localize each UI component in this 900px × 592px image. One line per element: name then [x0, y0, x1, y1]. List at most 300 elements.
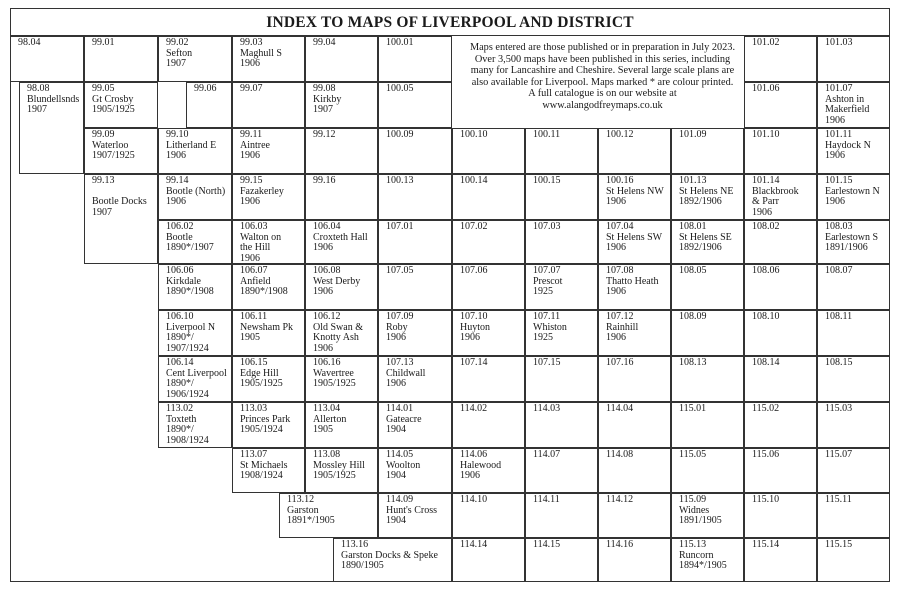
sheet-detail: 1906 — [825, 114, 845, 126]
sheet-detail: Waterloo — [92, 139, 129, 151]
sheet-detail: 1906 — [313, 286, 333, 298]
sheet-detail: 1891*/1905 — [287, 515, 335, 527]
sheet-number: 114.01 — [386, 403, 414, 414]
sheet-number: 114.12 — [606, 494, 634, 505]
map-sheet-cell — [525, 356, 598, 402]
map-sheet-cell — [744, 310, 817, 356]
map-sheet-cell — [279, 493, 378, 538]
sheet-detail: Old Swan & — [313, 321, 363, 333]
map-sheet-cell — [598, 220, 671, 264]
sheet-detail: Maghull S — [240, 47, 282, 59]
map-sheet-cell — [744, 82, 817, 128]
sheet-number: 99.08 — [313, 83, 336, 94]
notice-line: many for Lancashire and Cheshire. Several large scale plans are — [470, 65, 735, 77]
map-sheet-cell — [817, 220, 890, 264]
sheet-number: 98.04 — [18, 37, 41, 48]
sheet-detail: Allerton — [313, 413, 347, 425]
sheet-number: 108.05 — [679, 265, 707, 276]
map-sheet-cell — [232, 220, 305, 264]
sheet-detail: 1906 — [240, 196, 260, 208]
map-sheet-cell — [452, 264, 525, 310]
sheet-number: 113.08 — [313, 449, 341, 460]
sheet-number: 108.10 — [752, 311, 780, 322]
sheet-detail: Litherland E — [166, 139, 217, 151]
sheet-detail: 1890*/1908 — [240, 286, 288, 298]
map-sheet-cell — [305, 264, 378, 310]
sheet-detail: St Michaels — [240, 459, 288, 471]
map-sheet-cell — [158, 356, 232, 402]
sheet-number: 113.04 — [313, 403, 341, 414]
sheet-number: 115.10 — [752, 494, 780, 505]
sheet-number: 106.02 — [166, 221, 194, 232]
sheet-detail: Kirkby — [313, 93, 342, 105]
sheet-number: 101.02 — [752, 37, 780, 48]
map-sheet-cell — [305, 220, 378, 264]
map-sheet-cell — [378, 36, 452, 82]
map-sheet-cell — [378, 356, 452, 402]
sheet-detail: 1905/1925 — [92, 104, 135, 116]
map-sheet-cell — [232, 402, 305, 448]
map-sheet-cell — [452, 493, 525, 538]
sheet-number: 106.07 — [240, 265, 268, 276]
sheet-detail: Blundellsnds — [27, 93, 80, 105]
map-sheet-cell — [19, 82, 84, 174]
sheet-number: 106.12 — [313, 311, 341, 322]
map-sheet-cell — [744, 493, 817, 538]
sheet-detail: 1906 — [240, 252, 260, 264]
sheet-number: 107.16 — [606, 357, 634, 368]
map-sheet-cell — [378, 493, 452, 538]
sheet-number: 106.15 — [240, 357, 268, 368]
sheet-number: 101.10 — [752, 129, 780, 140]
sheet-detail: 1906 — [825, 196, 845, 208]
map-sheet-cell — [598, 538, 671, 582]
sheet-number: 99.03 — [240, 37, 263, 48]
map-sheet-cell — [158, 128, 232, 174]
sheet-number: 114.10 — [460, 494, 488, 505]
map-sheet-cell — [452, 402, 525, 448]
sheet-detail: Bootle — [166, 231, 193, 243]
sheet-number: 107.11 — [533, 311, 561, 322]
map-sheet-cell — [452, 310, 525, 356]
sheet-detail: Mossley Hill — [313, 459, 365, 471]
sheet-number: 115.07 — [825, 449, 853, 460]
sheet-detail: 1907/1924 — [166, 342, 209, 354]
sheet-number: 108.09 — [679, 311, 707, 322]
sheet-detail: Huyton — [460, 321, 490, 333]
sheet-detail: 1906 — [606, 242, 626, 254]
map-sheet-cell — [744, 538, 817, 582]
map-sheet-cell — [525, 174, 598, 220]
map-sheet-cell — [598, 174, 671, 220]
sheet-number: 114.16 — [606, 539, 634, 550]
map-sheet-cell — [525, 310, 598, 356]
sheet-detail: 1906 — [606, 286, 626, 298]
sheet-number: 114.04 — [606, 403, 634, 414]
sheet-detail: Edge Hill — [240, 367, 279, 379]
map-sheet-cell — [305, 128, 378, 174]
sheet-number: 100.16 — [606, 175, 634, 186]
sheet-number: 101.11 — [825, 129, 853, 140]
sheet-detail: Knotty Ash — [313, 332, 359, 344]
sheet-detail: Walton on — [240, 231, 282, 243]
sheet-detail: 1908/1924 — [240, 470, 283, 482]
sheet-number: 106.14 — [166, 357, 194, 368]
sheet-number: 107.10 — [460, 311, 488, 322]
sheet-number: 107.08 — [606, 265, 634, 276]
sheet-detail: 1907 — [27, 104, 47, 116]
map-sheet-cell — [84, 128, 158, 174]
sheet-detail: 1891/1906 — [825, 242, 868, 254]
sheet-detail: 1906 — [313, 242, 333, 254]
sheet-number: 101.13 — [679, 175, 707, 186]
sheet-detail: Garston Docks & Speke — [341, 549, 438, 561]
map-sheet-cell — [378, 402, 452, 448]
sheet-detail: Bootle (North) — [166, 185, 226, 197]
map-sheet-cell — [305, 356, 378, 402]
map-sheet-cell — [452, 128, 525, 174]
sheet-detail: 1925 — [533, 286, 553, 298]
sheet-detail: 1890*/ — [166, 378, 194, 390]
map-sheet-cell — [158, 402, 232, 448]
sheet-detail: Cent Liverpool — [166, 367, 227, 379]
map-sheet-cell — [232, 356, 305, 402]
sheet-number: 115.11 — [825, 494, 852, 505]
sheet-number: 101.07 — [825, 83, 853, 94]
map-sheet-cell — [232, 82, 305, 128]
sheet-number: 106.10 — [166, 311, 194, 322]
sheet-number: 115.01 — [679, 403, 707, 414]
sheet-number: 99.09 — [92, 129, 115, 140]
sheet-number: 98.08 — [27, 83, 50, 94]
sheet-detail: 1906 — [606, 332, 626, 344]
sheet-number: 107.05 — [386, 265, 414, 276]
map-sheet-cell — [378, 448, 452, 493]
sheet-number: 107.06 — [460, 265, 488, 276]
sheet-number: 100.14 — [460, 175, 488, 186]
sheet-number: 115.15 — [825, 539, 853, 550]
map-sheet-cell — [744, 220, 817, 264]
sheet-number: 113.02 — [166, 403, 194, 414]
sheet-detail: Croxteth Hall — [313, 231, 368, 243]
map-sheet-cell — [817, 448, 890, 493]
map-sheet-cell — [671, 356, 744, 402]
map-sheet-cell — [305, 82, 378, 128]
map-sheet-cell — [305, 36, 378, 82]
sheet-number: 107.14 — [460, 357, 488, 368]
sheet-detail: Earlestown S — [825, 231, 879, 243]
sheet-number: 99.14 — [166, 175, 189, 186]
sheet-number: 113.03 — [240, 403, 268, 414]
map-sheet-cell — [671, 174, 744, 220]
map-sheet-cell — [598, 402, 671, 448]
sheet-number: 100.13 — [386, 175, 414, 186]
sheet-detail: Gateacre — [386, 413, 422, 425]
sheet-number: 99.12 — [313, 129, 336, 140]
map-sheet-cell — [525, 402, 598, 448]
sheet-number: 108.07 — [825, 265, 853, 276]
map-sheet-cell — [744, 356, 817, 402]
map-sheet-cell — [744, 36, 817, 82]
sheet-detail: Wavertree — [313, 367, 354, 379]
sheet-detail: Princes Park — [240, 413, 291, 425]
sheet-number: 100.01 — [386, 37, 414, 48]
sheet-number: 101.14 — [752, 175, 780, 186]
sheet-detail: 1905 — [313, 424, 333, 436]
sheet-detail: 1907 — [166, 58, 186, 70]
sheet-number: 100.12 — [606, 129, 634, 140]
sheet-number: 106.06 — [166, 265, 194, 276]
map-sheet-cell — [305, 402, 378, 448]
sheet-number: 108.01 — [679, 221, 707, 232]
map-sheet-cell — [84, 82, 158, 128]
map-sheet-cell — [232, 174, 305, 220]
map-sheet-cell — [378, 128, 452, 174]
map-sheet-cell — [84, 36, 158, 82]
map-sheet-cell — [525, 538, 598, 582]
sheet-detail: the Hill — [240, 242, 271, 254]
sheet-number: 114.09 — [386, 494, 414, 505]
sheet-detail: 1890*/1907 — [166, 242, 214, 254]
sheet-detail: St Helens SE — [679, 231, 732, 243]
sheet-number: 114.05 — [386, 449, 414, 460]
map-sheet-cell — [452, 174, 525, 220]
map-sheet-cell — [333, 538, 452, 582]
sheet-number: 100.10 — [460, 129, 488, 140]
map-sheet-cell — [525, 448, 598, 493]
sheet-number: 99.04 — [313, 37, 336, 48]
sheet-number: 101.06 — [752, 83, 780, 94]
map-sheet-cell — [525, 128, 598, 174]
map-sheet-cell — [598, 448, 671, 493]
map-sheet-cell — [525, 264, 598, 310]
sheet-number: 99.02 — [166, 37, 189, 48]
sheet-detail: 1905/1924 — [240, 424, 283, 436]
sheet-detail: West Derby — [313, 275, 361, 287]
sheet-number: 115.13 — [679, 539, 707, 550]
sheet-detail: Kirkdale — [166, 275, 201, 287]
sheet-detail: Bootle Docks — [92, 196, 147, 208]
sheet-number: 99.15 — [240, 175, 263, 186]
map-sheet-cell — [817, 493, 890, 538]
sheet-detail: 1906 — [386, 378, 406, 390]
sheet-detail: 1925 — [533, 332, 553, 344]
sheet-detail: 1906 — [240, 150, 260, 162]
map-sheet-cell — [452, 356, 525, 402]
sheet-number: 115.03 — [825, 403, 853, 414]
sheet-detail: 1906 — [606, 196, 626, 208]
sheet-number: 99.07 — [240, 83, 263, 94]
map-sheet-cell — [232, 128, 305, 174]
sheet-number: 107.01 — [386, 221, 414, 232]
sheet-detail: Hunt's Cross — [386, 504, 437, 516]
sheet-number: 99.13 — [92, 175, 115, 186]
map-sheet-cell — [598, 128, 671, 174]
sheet-detail: Thatto Heath — [606, 275, 659, 287]
sheet-detail: St Helens NE — [679, 185, 734, 197]
sheet-number: 113.07 — [240, 449, 268, 460]
map-sheet-cell — [378, 174, 452, 220]
sheet-number: 114.06 — [460, 449, 488, 460]
map-sheet-cell — [452, 538, 525, 582]
sheet-detail: 1890/1905 — [341, 560, 384, 572]
sheet-detail: Liverpool N — [166, 321, 216, 333]
map-sheet-cell — [817, 264, 890, 310]
map-sheet-cell — [671, 310, 744, 356]
sheet-number: 108.03 — [825, 221, 853, 232]
sheet-detail: 1906 — [460, 332, 480, 344]
sheet-detail: Toxteth — [166, 413, 197, 425]
sheet-number: 101.03 — [825, 37, 853, 48]
sheet-detail: 1905 — [240, 332, 260, 344]
map-sheet-cell — [158, 264, 232, 310]
sheet-detail: Newsham Pk — [240, 321, 294, 333]
sheet-number: 101.15 — [825, 175, 853, 186]
sheet-number: 99.16 — [313, 175, 336, 186]
sheet-detail: 1904 — [386, 424, 406, 436]
sheet-detail: 1892/1906 — [679, 196, 722, 208]
sheet-detail: 1890*/1908 — [166, 286, 214, 298]
map-sheet-cell — [158, 220, 232, 264]
map-sheet-cell — [232, 448, 305, 493]
sheet-number: 108.02 — [752, 221, 780, 232]
sheet-number: 106.03 — [240, 221, 268, 232]
sheet-detail: 1906 — [825, 150, 845, 162]
map-sheet-cell — [305, 310, 378, 356]
sheet-detail: St Helens NW — [606, 185, 664, 197]
sheet-detail: 1906 — [460, 470, 480, 482]
sheet-number: 115.14 — [752, 539, 780, 550]
sheet-detail: Aintree — [240, 139, 270, 151]
map-sheet-cell — [671, 220, 744, 264]
map-sheet-cell — [671, 402, 744, 448]
sheet-detail: 1904 — [386, 515, 406, 527]
sheet-number: 114.07 — [533, 449, 561, 460]
sheet-detail: Halewood — [460, 459, 502, 471]
sheet-detail: 1891/1905 — [679, 515, 722, 527]
sheet-number: 100.05 — [386, 83, 414, 94]
map-sheet-cell — [817, 82, 890, 128]
map-sheet-cell — [232, 36, 305, 82]
sheet-number: 107.03 — [533, 221, 561, 232]
map-sheet-cell — [452, 220, 525, 264]
map-sheet-cell — [598, 310, 671, 356]
map-sheet-cell — [158, 174, 232, 220]
map-sheet-cell — [817, 174, 890, 220]
sheet-number: 115.05 — [679, 449, 707, 460]
sheet-detail: Ashton in — [825, 93, 865, 105]
notice-line: A full catalogue is on our website at — [528, 88, 677, 100]
sheet-number: 108.13 — [679, 357, 707, 368]
notice-website[interactable]: www.alangodfreymaps.co.uk — [542, 99, 663, 111]
map-sheet-cell — [744, 402, 817, 448]
sheet-number: 107.13 — [386, 357, 414, 368]
sheet-detail: 1905/1925 — [313, 378, 356, 390]
sheet-number: 108.15 — [825, 357, 853, 368]
sheet-number: 107.09 — [386, 311, 414, 322]
map-sheet-cell — [305, 174, 378, 220]
sheet-detail: 1904 — [386, 470, 406, 482]
sheet-detail: 1907 — [313, 104, 333, 116]
map-sheet-cell — [158, 36, 232, 82]
sheet-number: 99.01 — [92, 37, 115, 48]
map-sheet-cell — [598, 264, 671, 310]
sheet-detail: Childwall — [386, 367, 426, 379]
sheet-number: 100.15 — [533, 175, 561, 186]
sheet-detail: Whiston — [533, 321, 567, 333]
map-sheet-cell — [671, 128, 744, 174]
sheet-number: 115.09 — [679, 494, 707, 505]
map-sheet-cell — [817, 310, 890, 356]
sheet-detail: Makerfield — [825, 104, 870, 116]
sheet-number: 107.02 — [460, 221, 488, 232]
sheet-number: 100.09 — [386, 129, 414, 140]
map-sheet-cell — [452, 448, 525, 493]
map-sheet-cell — [817, 128, 890, 174]
map-sheet-cell — [232, 264, 305, 310]
sheet-number: 108.06 — [752, 265, 780, 276]
sheet-detail: 1906 — [313, 342, 333, 354]
map-sheet-cell — [525, 493, 598, 538]
map-sheet-cell — [817, 538, 890, 582]
map-sheet-cell — [817, 36, 890, 82]
sheet-detail: Blackbrook — [752, 185, 799, 197]
sheet-number: 99.06 — [194, 83, 217, 94]
sheet-number: 107.12 — [606, 311, 634, 322]
sheet-number: 107.07 — [533, 265, 561, 276]
map-sheet-cell — [671, 448, 744, 493]
sheet-detail: 1905/1925 — [313, 470, 356, 482]
map-sheet-cell — [378, 310, 452, 356]
notice-line: Over 3,500 maps have been published in this series, including — [474, 53, 731, 65]
sheet-detail: Woolton — [386, 459, 421, 471]
sheet-detail: 1906 — [752, 206, 772, 218]
sheet-detail: Earlestown N — [825, 185, 880, 197]
sheet-number: 108.11 — [825, 311, 853, 322]
sheet-detail: Runcorn — [679, 549, 714, 561]
sheet-number: 113.12 — [287, 494, 315, 505]
map-sheet-cell — [671, 493, 744, 538]
sheet-number: 99.10 — [166, 129, 189, 140]
map-sheet-cell — [817, 356, 890, 402]
sheet-detail: & Parr — [752, 196, 779, 208]
map-sheet-cell — [671, 538, 744, 582]
sheet-detail: Prescot — [533, 275, 563, 287]
sheet-detail: Haydock N — [825, 139, 871, 151]
sheet-number: 106.04 — [313, 221, 341, 232]
sheet-number: 99.11 — [240, 129, 263, 140]
map-sheet-cell — [232, 310, 305, 356]
map-sheet-cell — [10, 36, 84, 82]
sheet-number: 114.14 — [460, 539, 488, 550]
sheet-number: 114.03 — [533, 403, 561, 414]
sheet-detail: Gt Crosby — [92, 93, 134, 105]
sheet-detail: 1906 — [166, 196, 186, 208]
sheet-number: 114.11 — [533, 494, 560, 505]
sheet-detail: St Helens SW — [606, 231, 663, 243]
sheet-number: 114.08 — [606, 449, 634, 460]
sheet-detail: Widnes — [679, 504, 710, 516]
sheet-detail: 1907/1925 — [92, 150, 135, 162]
map-sheet-cell — [378, 220, 452, 264]
sheet-detail: Roby — [386, 321, 408, 333]
map-sheet-cell — [186, 82, 232, 128]
map-sheet-cell — [744, 448, 817, 493]
map-sheet-cell — [378, 264, 452, 310]
sheet-detail: 1894*/1905 — [679, 560, 727, 572]
sheet-number: 99.05 — [92, 83, 115, 94]
sheet-number: 101.09 — [679, 129, 707, 140]
